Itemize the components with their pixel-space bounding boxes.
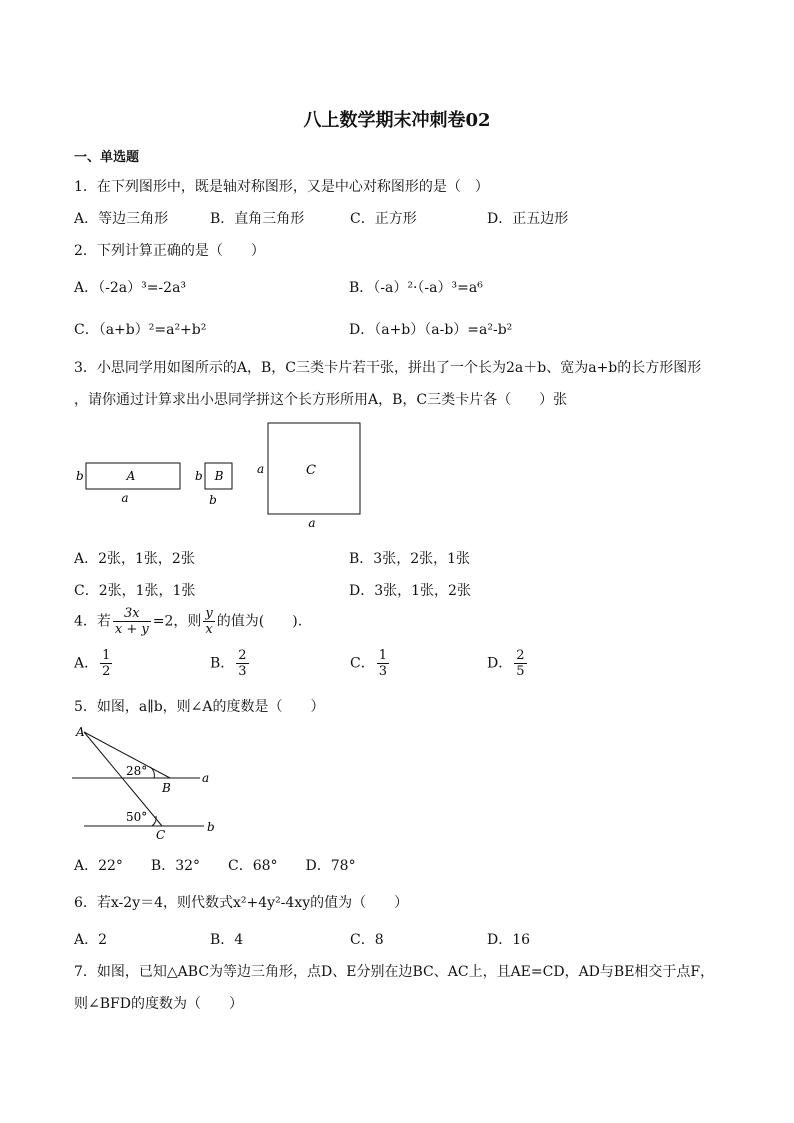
card-c-label: C xyxy=(306,463,316,478)
q4-frac1-numerator: 3x xyxy=(113,606,151,622)
q6-option-c: C．8 xyxy=(350,932,384,948)
q4-option-d-label: D． xyxy=(487,655,513,672)
q6-option-b: B．4 xyxy=(210,932,244,948)
numerator: 2 xyxy=(516,648,525,663)
q6-option-a: A．2 xyxy=(74,932,108,948)
q3-cards-figure xyxy=(70,418,370,533)
card-a-label: A xyxy=(126,469,136,483)
q4-option-b-label: B． xyxy=(210,655,235,672)
question-7-stem-line2: 则∠BFD的度数为（ ） xyxy=(74,996,243,1012)
q4-frac1-denominator: x + y xyxy=(114,622,149,637)
q4-option-a-label: A． xyxy=(74,655,99,672)
angle-28-label: 28° xyxy=(126,764,148,778)
label-B: B xyxy=(162,781,171,795)
question-5-stem: 5．如图，a∥b，则∠A的度数是（ ） xyxy=(74,699,325,715)
angle-28-arc xyxy=(150,767,154,778)
question-4-stem xyxy=(74,606,302,637)
q6-option-d: D．16 xyxy=(487,932,531,948)
q3-option-c: C．2张，1张，1张 xyxy=(74,583,196,599)
q2-option-c: C．（a+b）²=a²+b² xyxy=(74,322,207,338)
q1-option-b: B．直角三角形 xyxy=(210,211,305,227)
denominator: 3 xyxy=(378,664,387,679)
q4-option-a xyxy=(74,648,114,679)
card-c-side-label: a xyxy=(257,462,265,476)
card-b-side-label: b xyxy=(195,469,203,483)
q4-frac2-numerator: y xyxy=(205,606,213,621)
q4-option-c xyxy=(350,648,391,679)
q4-option-b xyxy=(210,648,251,679)
q3-option-b: B．3张，2张，1张 xyxy=(349,551,471,567)
q4-option-d-fraction xyxy=(514,648,526,679)
q4-fraction-2 xyxy=(203,606,214,637)
numerator: 1 xyxy=(378,648,387,663)
q4-middle: =2，则 xyxy=(152,613,202,630)
question-2-stem: 2．下列计算正确的是（ ） xyxy=(74,243,265,259)
angle-50-label: 50° xyxy=(126,810,148,824)
card-a-bottom-label: a xyxy=(121,491,129,505)
q5-parallel-lines-figure xyxy=(70,722,220,844)
q1-option-a: A．等边三角形 xyxy=(74,211,169,227)
card-c-bottom-label: a xyxy=(308,516,316,530)
denominator: 5 xyxy=(516,664,525,679)
section-heading: 一、单选题 xyxy=(74,150,140,165)
q4-option-c-label: C． xyxy=(350,655,375,672)
label-C: C xyxy=(156,828,166,842)
question-7-stem-line1: 7．如图，已知△ABC为等边三角形，点D、E分别在边BC、AC上，且AE=CD，AD与BE相交于点F， xyxy=(74,964,715,980)
q4-option-a-fraction xyxy=(100,648,112,679)
q4-option-c-fraction xyxy=(377,648,389,679)
question-1-stem: 1．在下列图形中，既是轴对称图形，又是中心对称图形的是（ ） xyxy=(74,179,489,195)
label-b: b xyxy=(207,820,215,834)
q4-suffix: 的值为( ). xyxy=(216,613,303,630)
q2-option-d: D．（a+b）（a-b）=a²-b² xyxy=(349,322,513,338)
denominator: 3 xyxy=(238,664,247,679)
q5-options: A．22° B．32° C．68° D．78° xyxy=(74,858,356,874)
q3-option-a: A．2张，1张，2张 xyxy=(74,551,195,567)
q3-option-d: D．3张，1张，2张 xyxy=(349,583,471,599)
q2-option-a: A．（-2a）³=-2a³ xyxy=(74,280,187,296)
label-a: a xyxy=(202,771,210,785)
q4-fraction-1 xyxy=(113,606,151,637)
q2-option-b: B．（-a）²·（-a）³=a⁶ xyxy=(349,280,483,296)
card-a-side-label: b xyxy=(76,469,84,483)
page-title: 八上数学期末冲刺卷02 xyxy=(303,110,491,131)
numerator: 1 xyxy=(102,648,111,663)
question-6-stem: 6．若x-2y＝4，则代数式x²+4y²-4xy的值为（ ） xyxy=(74,895,409,911)
q1-option-c: C．正方形 xyxy=(350,211,417,227)
question-3-stem-line2: ，请你通过计算求出小思同学拼这个长方形所用A，B，C三类卡片各（ ）张 xyxy=(74,392,568,408)
q4-prefix: 4．若 xyxy=(74,613,111,630)
numerator: 2 xyxy=(238,648,247,663)
q4-option-b-fraction xyxy=(236,648,248,679)
denominator: 2 xyxy=(102,664,111,679)
card-b-label: B xyxy=(214,469,224,483)
q4-frac2-denominator: x xyxy=(205,622,213,637)
segment-ac xyxy=(84,732,162,826)
q1-option-d: D．正五边形 xyxy=(487,211,569,227)
question-3-stem-line1: 3．小思同学用如图所示的A，B，C三类卡片若干张，拼出了一个长为2a＋b、宽为a+b的长方形图形 xyxy=(74,360,702,376)
card-b-bottom-label: b xyxy=(209,493,217,507)
label-A: A xyxy=(76,725,85,739)
q4-option-d xyxy=(487,648,529,679)
